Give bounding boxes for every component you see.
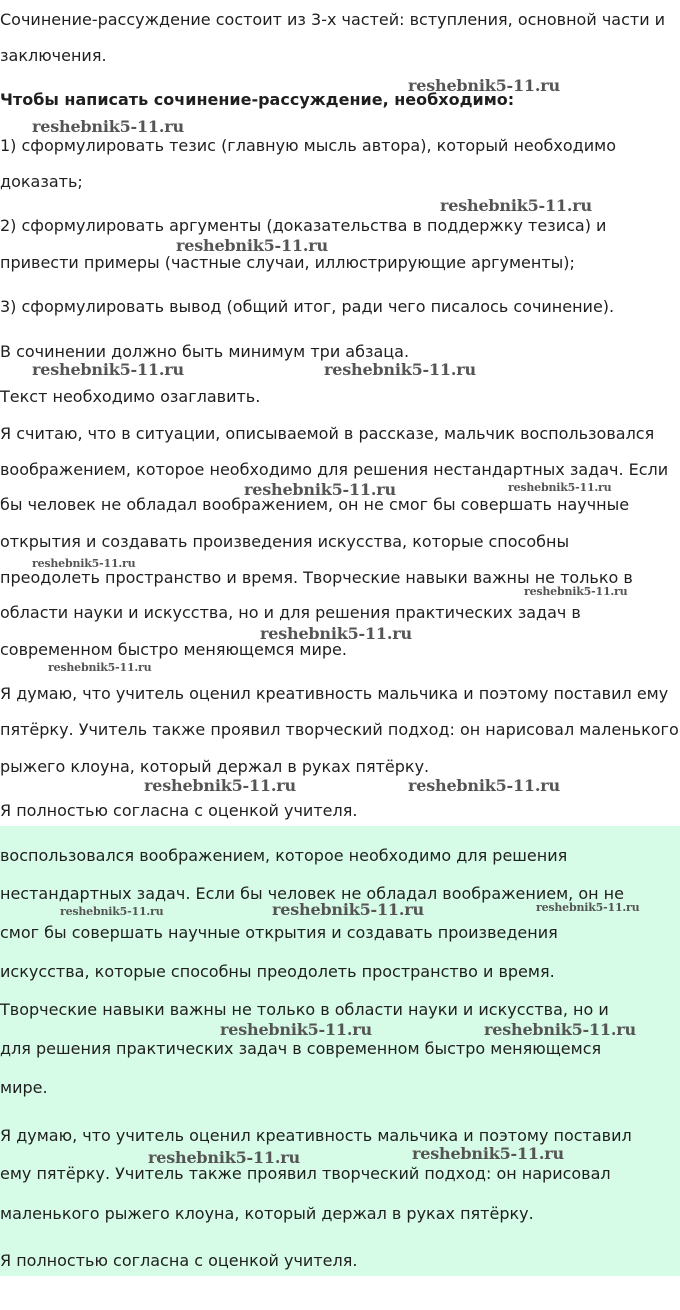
essay-line: современном быстро меняющемся мире. <box>0 640 347 659</box>
watermark: reshebnik5-11.ru <box>244 480 396 499</box>
watermark: reshebnik5-11.ru <box>60 905 164 918</box>
watermark: reshebnik5-11.ru <box>408 76 560 95</box>
intro-line: Сочинение-рассуждение состоит из 3-х частей: вступления, основной части и <box>0 10 666 29</box>
intro-line: заключения. <box>0 46 107 65</box>
watermark: reshebnik5-11.ru <box>412 1144 564 1163</box>
essay-line: рыжего клоуна, который держал в руках пятёрку. <box>0 757 430 776</box>
highlight-line: мире. <box>0 1078 48 1097</box>
watermark: reshebnik5-11.ru <box>508 481 612 494</box>
highlight-line: Я думаю, что учитель оценил креативность мальчика и поэтому поставил <box>0 1126 632 1145</box>
highlight-line: Творческие навыки важны не только в области науки и искусства, но и <box>0 1000 609 1019</box>
highlight-line: нестандартных задач. Если бы человек не обладал воображением, он не <box>0 884 624 903</box>
step-line: 3) сформулировать вывод (общий итог, ради чего писалось сочинение). <box>0 297 615 316</box>
highlight-line: воспользовался воображением, которое необходимо для решения <box>0 846 568 865</box>
watermark: reshebnik5-11.ru <box>144 776 296 795</box>
watermark: reshebnik5-11.ru <box>220 1020 372 1039</box>
rule-line: В сочинении должно быть минимум три абзаца. <box>0 342 410 361</box>
watermark: reshebnik5-11.ru <box>440 196 592 215</box>
watermark: reshebnik5-11.ru <box>176 236 328 255</box>
essay-line: воображением, которое необходимо для решения нестандартных задач. Если <box>0 460 669 479</box>
step-line: 2) сформулировать аргументы (доказательства в поддержку тезиса) и <box>0 216 607 235</box>
essay-line: бы человек не обладал воображением, он не смог бы совершать научные <box>0 495 630 514</box>
step-line: 1) сформулировать тезис (главную мысль автора), который необходимо <box>0 136 616 155</box>
watermark: reshebnik5-11.ru <box>484 1020 636 1039</box>
rule-line: Текст необходимо озаглавить. <box>0 387 261 406</box>
highlight-line: искусства, которые способны преодолеть пространство и время. <box>0 962 555 981</box>
watermark: reshebnik5-11.ru <box>272 900 424 919</box>
watermark: reshebnik5-11.ru <box>48 661 152 674</box>
essay-line: пятёрку. Учитель также проявил творческий подход: он нарисовал маленького <box>0 720 679 739</box>
highlight-line: маленького рыжего клоуна, который держал в руках пятёрку. <box>0 1204 534 1223</box>
essay-line: Я думаю, что учитель оценил креативность мальчика и поэтому поставил ему <box>0 684 669 703</box>
watermark: reshebnik5-11.ru <box>536 901 640 914</box>
step-line: привести примеры (частные случаи, иллюстрирующие аргументы); <box>0 253 575 272</box>
highlight-line: смог бы совершать научные открытия и создавать произведения <box>0 923 558 942</box>
watermark: reshebnik5-11.ru <box>32 557 136 570</box>
watermark: reshebnik5-11.ru <box>148 1148 300 1167</box>
highlight-line: ему пятёрку. Учитель также проявил творческий подход: он нарисовал <box>0 1164 611 1183</box>
section-heading: Чтобы написать сочинение-рассуждение, необходимо: <box>0 90 515 109</box>
step-line: доказать; <box>0 172 83 191</box>
highlight-line: для решения практических задач в современном быстро меняющемся <box>0 1039 602 1058</box>
watermark: reshebnik5-11.ru <box>324 360 476 379</box>
watermark: reshebnik5-11.ru <box>408 776 560 795</box>
essay-line: Я полностью согласна с оценкой учителя. <box>0 801 358 820</box>
essay-line: области науки и искусства, но и для решения практических задач в <box>0 603 581 622</box>
watermark: reshebnik5-11.ru <box>32 117 184 136</box>
essay-line: преодолеть пространство и время. Творческие навыки важны не только в <box>0 568 633 587</box>
watermark: reshebnik5-11.ru <box>32 360 184 379</box>
essay-line: открытия и создавать произведения искусства, которые способны <box>0 532 570 551</box>
highlight-line: Я полностью согласна с оценкой учителя. <box>0 1251 358 1270</box>
essay-line: Я считаю, что в ситуации, описываемой в рассказе, мальчик воспользовался <box>0 424 655 443</box>
watermark: reshebnik5-11.ru <box>524 585 628 598</box>
watermark: reshebnik5-11.ru <box>260 624 412 643</box>
